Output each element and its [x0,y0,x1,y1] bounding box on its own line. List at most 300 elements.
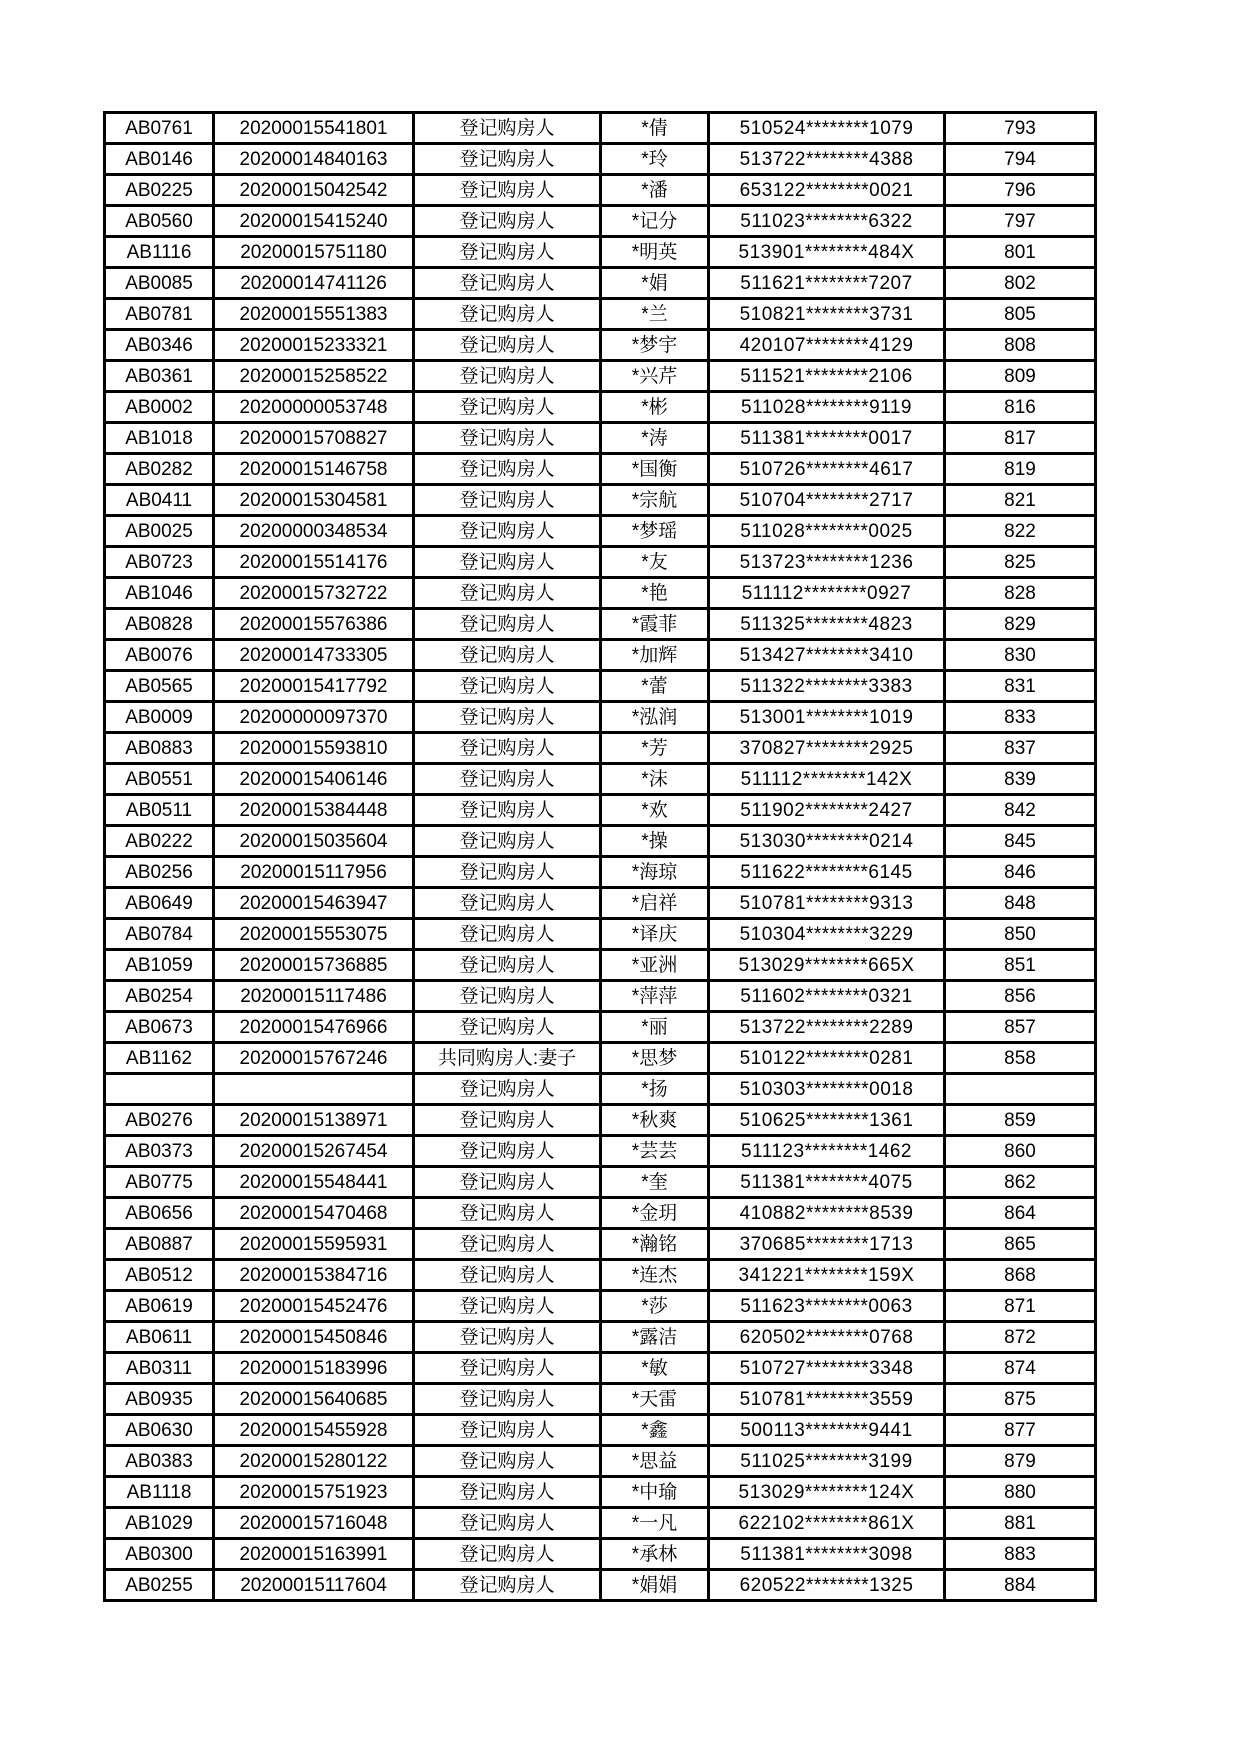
cell-sequence-no: 862 [945,1167,1096,1198]
cell-sequence-no: 860 [945,1136,1096,1167]
cell-application-no: 20200015035604 [214,826,414,857]
cell-name: *金玥 [601,1198,709,1229]
cell-name: *芸芸 [601,1136,709,1167]
table-row [105,1446,1096,1477]
cell-id-number: 513722********4388 [709,144,945,175]
cell-sequence-no: 875 [945,1384,1096,1415]
cell-id-number: 410882********8539 [709,1198,945,1229]
cell-code: AB0761 [105,113,214,144]
cell-application-no: 20200015138971 [214,1105,414,1136]
table-row [105,733,1096,764]
cell-code: AB0565 [105,671,214,702]
cell-id-number: 653122********0021 [709,175,945,206]
cell-sequence-no: 822 [945,516,1096,547]
cell-sequence-no: 829 [945,609,1096,640]
cell-sequence-no: 809 [945,361,1096,392]
cell-buyer-type: 登记购房人 [414,733,601,764]
cell-name: *玲 [601,144,709,175]
cell-name: *扬 [601,1074,709,1105]
cell-name: *泓润 [601,702,709,733]
cell-id-number: 341221********159X [709,1260,945,1291]
cell-name: *加辉 [601,640,709,671]
cell-sequence-no: 842 [945,795,1096,826]
cell-application-no: 20200015406146 [214,764,414,795]
cell-sequence-no: 805 [945,299,1096,330]
cell-code: AB1162 [105,1043,214,1074]
cell-sequence-no: 868 [945,1260,1096,1291]
cell-sequence-no: 817 [945,423,1096,454]
cell-application-no: 20200015751180 [214,237,414,268]
cell-buyer-type: 登记购房人 [414,888,601,919]
cell-name: *思梦 [601,1043,709,1074]
cell-application-no: 20200000348534 [214,516,414,547]
cell-code: AB0222 [105,826,214,857]
table-row [105,175,1096,206]
cell-sequence-no: 816 [945,392,1096,423]
cell-application-no: 20200015551383 [214,299,414,330]
table-row [105,113,1096,144]
cell-id-number: 510303********0018 [709,1074,945,1105]
table-row [105,1508,1096,1539]
cell-sequence-no: 872 [945,1322,1096,1353]
cell-code: AB0255 [105,1570,214,1601]
table-row [105,1167,1096,1198]
table-row [105,1229,1096,1260]
cell-code: AB0551 [105,764,214,795]
buyers-table-body [105,113,1096,1601]
cell-name: *连杰 [601,1260,709,1291]
cell-application-no: 20200015736885 [214,950,414,981]
cell-id-number: 370827********2925 [709,733,945,764]
cell-name: *海琼 [601,857,709,888]
cell-sequence-no: 857 [945,1012,1096,1043]
cell-sequence-no: 851 [945,950,1096,981]
cell-code: AB0276 [105,1105,214,1136]
cell-application-no: 20200015751923 [214,1477,414,1508]
cell-application-no: 20200015476966 [214,1012,414,1043]
cell-sequence-no: 858 [945,1043,1096,1074]
cell-code: AB0346 [105,330,214,361]
cell-application-no: 20200015267454 [214,1136,414,1167]
cell-id-number: 511521********2106 [709,361,945,392]
table-row [105,392,1096,423]
cell-application-no: 20200015595931 [214,1229,414,1260]
cell-buyer-type: 登记购房人 [414,1415,601,1446]
cell-application-no: 20200015463947 [214,888,414,919]
cell-id-number: 511623********0063 [709,1291,945,1322]
cell-code: AB0225 [105,175,214,206]
cell-id-number: 511325********4823 [709,609,945,640]
cell-application-no: 20200015708827 [214,423,414,454]
table-row [105,299,1096,330]
table-row [105,547,1096,578]
cell-code: AB0775 [105,1167,214,1198]
cell-name: *记分 [601,206,709,237]
cell-id-number: 513901********484X [709,237,945,268]
cell-id-number: 511023********6322 [709,206,945,237]
cell-id-number: 511602********0321 [709,981,945,1012]
cell-application-no: 20200015384448 [214,795,414,826]
cell-application-no: 20200015640685 [214,1384,414,1415]
cell-application-no: 20200015732722 [214,578,414,609]
table-row [105,1260,1096,1291]
cell-buyer-type: 登记购房人 [414,1322,601,1353]
cell-id-number: 510781********3559 [709,1384,945,1415]
cell-sequence-no: 877 [945,1415,1096,1446]
table-row [105,981,1096,1012]
table-row [105,950,1096,981]
cell-buyer-type: 登记购房人 [414,1105,601,1136]
cell-name: *鑫 [601,1415,709,1446]
cell-name: *敏 [601,1353,709,1384]
cell-code: AB0300 [105,1539,214,1570]
cell-id-number: 420107********4129 [709,330,945,361]
cell-id-number: 510524********1079 [709,113,945,144]
cell-application-no: 20200015280122 [214,1446,414,1477]
cell-buyer-type: 登记购房人 [414,1136,601,1167]
table-row [105,640,1096,671]
cell-id-number: 511381********4075 [709,1167,945,1198]
cell-buyer-type: 登记购房人 [414,299,601,330]
cell-code: AB0784 [105,919,214,950]
cell-name: *明英 [601,237,709,268]
table-row [105,888,1096,919]
cell-application-no: 20200014741126 [214,268,414,299]
cell-code: AB0723 [105,547,214,578]
cell-buyer-type: 登记购房人 [414,361,601,392]
cell-buyer-type: 登记购房人 [414,330,601,361]
table-row [105,361,1096,392]
cell-buyer-type: 登记购房人 [414,516,601,547]
cell-name: *艳 [601,578,709,609]
table-row [105,1384,1096,1415]
cell-name: *秋爽 [601,1105,709,1136]
cell-buyer-type: 登记购房人 [414,392,601,423]
table-row [105,1477,1096,1508]
cell-name: *沫 [601,764,709,795]
cell-buyer-type: 登记购房人 [414,237,601,268]
cell-application-no: 20200015042542 [214,175,414,206]
cell-code: AB0673 [105,1012,214,1043]
cell-application-no [214,1074,414,1105]
cell-application-no: 20200015117956 [214,857,414,888]
cell-application-no: 20200015767246 [214,1043,414,1074]
cell-id-number: 510821********3731 [709,299,945,330]
cell-application-no: 20200015304581 [214,485,414,516]
cell-sequence-no: 793 [945,113,1096,144]
cell-id-number: 511621********7207 [709,268,945,299]
cell-id-number: 510122********0281 [709,1043,945,1074]
cell-name: *欢 [601,795,709,826]
cell-application-no: 20200015146758 [214,454,414,485]
cell-application-no: 20200015233321 [214,330,414,361]
cell-code: AB0383 [105,1446,214,1477]
cell-name: *丽 [601,1012,709,1043]
cell-sequence-no: 881 [945,1508,1096,1539]
cell-id-number: 513029********124X [709,1477,945,1508]
table-row [105,1415,1096,1446]
cell-id-number: 622102********861X [709,1508,945,1539]
cell-buyer-type: 登记购房人 [414,423,601,454]
cell-sequence-no: 825 [945,547,1096,578]
table-row [105,237,1096,268]
cell-code: AB1116 [105,237,214,268]
cell-application-no: 20200015593810 [214,733,414,764]
cell-sequence-no: 802 [945,268,1096,299]
cell-buyer-type: 共同购房人:妻子 [414,1043,601,1074]
cell-application-no: 20200014733305 [214,640,414,671]
cell-id-number: 510781********9313 [709,888,945,919]
cell-code: AB0611 [105,1322,214,1353]
cell-code: AB0373 [105,1136,214,1167]
cell-application-no: 20200015548441 [214,1167,414,1198]
cell-id-number: 510304********3229 [709,919,945,950]
cell-application-no: 20200015417792 [214,671,414,702]
cell-code: AB0361 [105,361,214,392]
cell-application-no: 20200015384716 [214,1260,414,1291]
cell-sequence-no: 859 [945,1105,1096,1136]
cell-name: *倩 [601,113,709,144]
cell-name: *萍萍 [601,981,709,1012]
cell-code: AB0311 [105,1353,214,1384]
cell-buyer-type: 登记购房人 [414,640,601,671]
cell-id-number: 511028********9119 [709,392,945,423]
cell-name: *梦宇 [601,330,709,361]
cell-id-number: 511123********1462 [709,1136,945,1167]
cell-code: AB0649 [105,888,214,919]
cell-buyer-type: 登记购房人 [414,609,601,640]
table-row [105,578,1096,609]
cell-code: AB0560 [105,206,214,237]
cell-code: AB0887 [105,1229,214,1260]
cell-code: AB0009 [105,702,214,733]
cell-name: *涛 [601,423,709,454]
cell-id-number: 513030********0214 [709,826,945,857]
cell-sequence-no: 874 [945,1353,1096,1384]
cell-name: *梦瑶 [601,516,709,547]
cell-name: *蕾 [601,671,709,702]
cell-name: *承林 [601,1539,709,1570]
cell-sequence-no: 846 [945,857,1096,888]
cell-id-number: 370685********1713 [709,1229,945,1260]
cell-application-no: 20200015576386 [214,609,414,640]
cell-id-number: 511112********142X [709,764,945,795]
cell-sequence-no: 884 [945,1570,1096,1601]
cell-id-number: 513722********2289 [709,1012,945,1043]
cell-sequence-no: 865 [945,1229,1096,1260]
table-row [105,857,1096,888]
cell-buyer-type: 登记购房人 [414,1477,601,1508]
cell-id-number: 513001********1019 [709,702,945,733]
cell-id-number: 513723********1236 [709,547,945,578]
cell-name: *霞菲 [601,609,709,640]
cell-name: *潘 [601,175,709,206]
cell-application-no: 20200015452476 [214,1291,414,1322]
cell-buyer-type: 登记购房人 [414,919,601,950]
table-row [105,1012,1096,1043]
cell-buyer-type: 登记购房人 [414,113,601,144]
cell-name: *兰 [601,299,709,330]
cell-id-number: 511622********6145 [709,857,945,888]
cell-name: *芳 [601,733,709,764]
cell-id-number: 511381********0017 [709,423,945,454]
cell-buyer-type: 登记购房人 [414,1229,601,1260]
cell-buyer-type: 登记购房人 [414,950,601,981]
cell-buyer-type: 登记购房人 [414,1260,601,1291]
table-row [105,454,1096,485]
cell-name: *娟娟 [601,1570,709,1601]
cell-id-number: 511025********3199 [709,1446,945,1477]
cell-application-no: 20200015258522 [214,361,414,392]
table-row [105,609,1096,640]
cell-name: *瀚铭 [601,1229,709,1260]
cell-sequence-no: 797 [945,206,1096,237]
cell-name: *中瑜 [601,1477,709,1508]
cell-name: *兴芹 [601,361,709,392]
table-row [105,919,1096,950]
cell-code: AB0254 [105,981,214,1012]
cell-name: *彬 [601,392,709,423]
cell-sequence-no: 879 [945,1446,1096,1477]
cell-code: AB0781 [105,299,214,330]
cell-name: *译庆 [601,919,709,950]
cell-application-no: 20200015455928 [214,1415,414,1446]
cell-sequence-no: 880 [945,1477,1096,1508]
cell-name: *莎 [601,1291,709,1322]
buyers-table [103,111,1097,1602]
table-row [105,330,1096,361]
cell-application-no: 20200014840163 [214,144,414,175]
cell-sequence-no: 808 [945,330,1096,361]
cell-code: AB1029 [105,1508,214,1539]
cell-name: *启祥 [601,888,709,919]
cell-id-number: 510625********1361 [709,1105,945,1136]
cell-application-no: 20200015183996 [214,1353,414,1384]
table-row [105,1539,1096,1570]
cell-buyer-type: 登记购房人 [414,547,601,578]
cell-application-no: 20200015117486 [214,981,414,1012]
cell-code: AB0025 [105,516,214,547]
cell-code: AB0411 [105,485,214,516]
cell-sequence-no: 828 [945,578,1096,609]
cell-code: AB0619 [105,1291,214,1322]
cell-sequence-no: 821 [945,485,1096,516]
cell-id-number: 510704********2717 [709,485,945,516]
cell-sequence-no: 871 [945,1291,1096,1322]
cell-code: AB0146 [105,144,214,175]
table-row [105,671,1096,702]
table-row [105,1570,1096,1601]
cell-sequence-no: 796 [945,175,1096,206]
cell-id-number: 511028********0025 [709,516,945,547]
cell-buyer-type: 登记购房人 [414,1539,601,1570]
table-row [105,795,1096,826]
cell-code: AB1059 [105,950,214,981]
cell-name: *露洁 [601,1322,709,1353]
cell-name: *宗航 [601,485,709,516]
cell-sequence-no: 801 [945,237,1096,268]
cell-id-number: 511322********3383 [709,671,945,702]
table-row [105,1322,1096,1353]
cell-application-no: 20200015450846 [214,1322,414,1353]
table-row [105,1043,1096,1074]
cell-code: AB0656 [105,1198,214,1229]
cell-application-no: 20200000097370 [214,702,414,733]
cell-buyer-type: 登记购房人 [414,981,601,1012]
table-row [105,1198,1096,1229]
cell-code: AB0935 [105,1384,214,1415]
cell-buyer-type: 登记购房人 [414,144,601,175]
cell-code: AB0883 [105,733,214,764]
table-row [105,485,1096,516]
table-row [105,144,1096,175]
cell-buyer-type: 登记购房人 [414,175,601,206]
cell-name: *一凡 [601,1508,709,1539]
cell-id-number: 500113********9441 [709,1415,945,1446]
table-row [105,702,1096,733]
cell-code: AB0076 [105,640,214,671]
cell-name: *国衡 [601,454,709,485]
cell-sequence-no: 864 [945,1198,1096,1229]
cell-sequence-no: 833 [945,702,1096,733]
table-row [105,1291,1096,1322]
cell-sequence-no [945,1074,1096,1105]
cell-buyer-type: 登记购房人 [414,702,601,733]
cell-buyer-type: 登记购房人 [414,1198,601,1229]
cell-buyer-type: 登记购房人 [414,1291,601,1322]
cell-sequence-no: 850 [945,919,1096,950]
cell-application-no: 20200015553075 [214,919,414,950]
cell-sequence-no: 831 [945,671,1096,702]
cell-buyer-type: 登记购房人 [414,578,601,609]
cell-sequence-no: 794 [945,144,1096,175]
cell-code: AB0828 [105,609,214,640]
cell-code: AB0630 [105,1415,214,1446]
cell-id-number: 513427********3410 [709,640,945,671]
cell-name: *天雷 [601,1384,709,1415]
table-row [105,1074,1096,1105]
cell-name: *思益 [601,1446,709,1477]
table-row [105,826,1096,857]
cell-buyer-type: 登记购房人 [414,826,601,857]
cell-application-no: 20200015470468 [214,1198,414,1229]
cell-id-number: 511902********2427 [709,795,945,826]
cell-buyer-type: 登记购房人 [414,268,601,299]
cell-buyer-type: 登记购房人 [414,485,601,516]
cell-name: *亚洲 [601,950,709,981]
cell-buyer-type: 登记购房人 [414,671,601,702]
cell-buyer-type: 登记购房人 [414,1167,601,1198]
cell-id-number: 620502********0768 [709,1322,945,1353]
cell-sequence-no: 856 [945,981,1096,1012]
cell-application-no: 20200015117604 [214,1570,414,1601]
cell-code: AB0256 [105,857,214,888]
cell-buyer-type: 登记购房人 [414,1384,601,1415]
table-row [105,764,1096,795]
cell-code: AB1046 [105,578,214,609]
cell-sequence-no: 839 [945,764,1096,795]
table-row [105,423,1096,454]
cell-buyer-type: 登记购房人 [414,454,601,485]
cell-application-no: 20200015163991 [214,1539,414,1570]
cell-buyer-type: 登记购房人 [414,206,601,237]
cell-sequence-no: 830 [945,640,1096,671]
cell-code: AB1118 [105,1477,214,1508]
cell-code: AB0512 [105,1260,214,1291]
cell-name: *娟 [601,268,709,299]
table-row [105,1353,1096,1384]
cell-buyer-type: 登记购房人 [414,795,601,826]
